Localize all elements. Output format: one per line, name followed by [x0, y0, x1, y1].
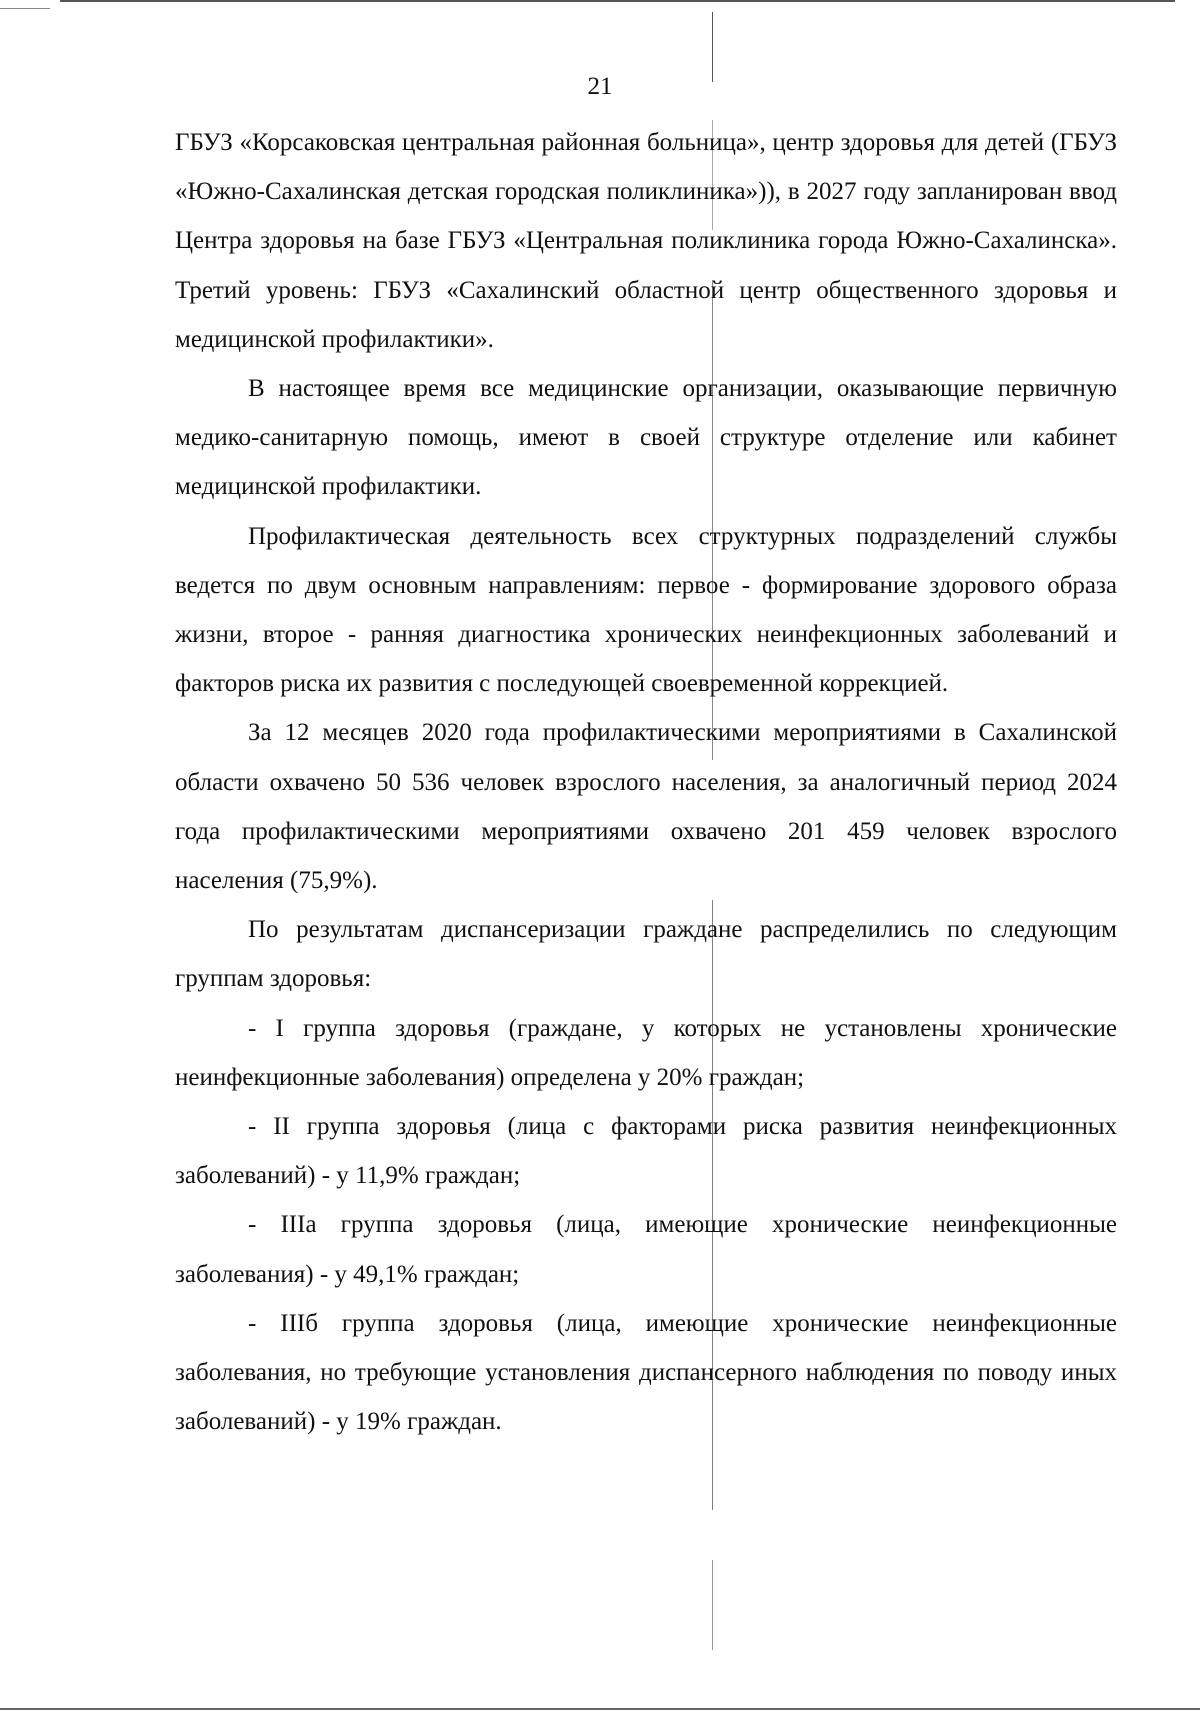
scan-fold-line — [712, 12, 713, 82]
page-number: 21 — [587, 73, 613, 100]
paragraph-prevention-directions: Профилактическая деятельность всех структурных подразделений службы ведется по двум основным направлениям: первое - формирование здорового образа жизни, второе - ранняя диагностика хронических неинфекционных заболеваний и факторов риска их развития с последующей своевременной коррекцией. — [175, 522, 1117, 698]
paragraph-prevention-departments: В настоящее время все медицинские организации, оказывающие первичную медико-санитарную помощь, имеют в своей структуре отделение или кабинет медицинской профилактики. — [175, 375, 1117, 501]
scan-top-edge — [60, 0, 1175, 2]
list-item-group-3b: - IIIб группа здоровья (лица, имеющие хронические неинфекционные заболевания, но требующие установления диспансерного наблюдения по поводу иных заболеваний) - у 19% граждан. — [175, 1309, 1117, 1436]
document-body — [175, 118, 1117, 1446]
list-item-group-2: - II группа здоровья (лица с факторами риска развития неинфекционных заболеваний) - у 11,9% граждан; — [175, 1113, 1117, 1190]
scan-edge-mark — [0, 8, 50, 9]
list-item-group-1: - I группа здоровья (граждане, у которых не установлены хронические неинфекционные заболевания) определена у 20% граждан; — [175, 1014, 1117, 1091]
paragraph-health-centers: ГБУЗ «Корсаковская центральная районная больница», центр здоровья для детей (ГБУЗ «Южно-Сахалинская детская городская поликлиника»)), в 2027 году запланирован ввод Центра здоровья на базе ГБУЗ «Центральная поликлиника города Южно-Сахалинска». Третий уровень: ГБУЗ «Сахалинский областной центр общественного здоровья и медицинской профилактики». — [175, 129, 1117, 353]
paragraph-health-groups-intro: По результатам диспансеризации граждане распределились по следующим группам здоровья: — [175, 916, 1117, 993]
list-item-group-3a: - IIIа группа здоровья (лица, имеющие хронические неинфекционные заболевания) - у 49,1% граждан; — [175, 1211, 1117, 1288]
scan-fold-line — [712, 1560, 713, 1650]
scan-bottom-edge — [0, 1708, 1200, 1710]
paragraph-coverage-statistics: За 12 месяцев 2020 года профилактическими мероприятиями в Сахалинской области охвачено 50 536 человек взрослого населения, за аналогичный период 2024 года профилактическими мероприятиями охвачено 201 459 человек взрослого населения (75,9%). — [175, 719, 1117, 895]
